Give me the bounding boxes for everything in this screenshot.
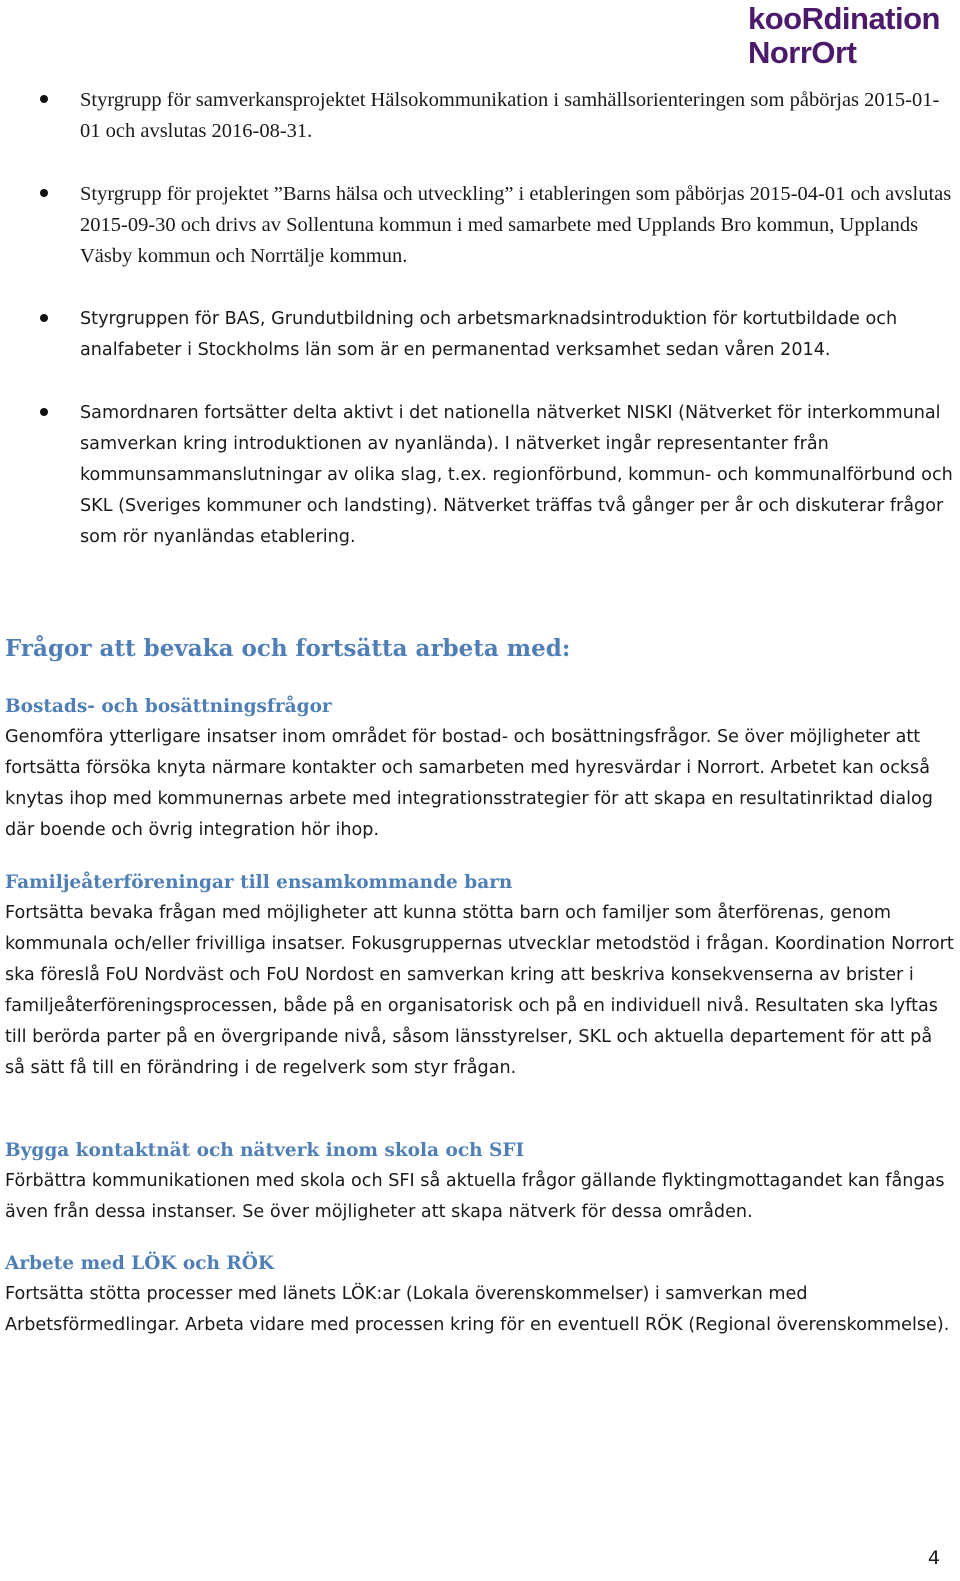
bullet-text: Styrgrupp för samverkansprojektet Hälsokommunikation i samhällsorienteringen som påbörjas 2015-01-01 och avslutas 2016-08-31. [80,89,940,142]
bullet-icon [40,408,48,416]
logo-line-2: NorrOrt [747,35,857,70]
section-body: Genomföra ytterligare insatser inom området för bostad- och bosättningsfrågor. Se över möjligheter att fortsätta försöka knyta närmare kontakter och samarbeten med hyresvärdar i Norrort. Arbetet kan också knytas ihop med kommunernas arbete med integrationsstrategier för att skapa en resultatinriktad dialog där boende och övrig integration hör ihop. [5,727,933,840]
bullet-text: Samordnaren fortsätter delta aktivt i det nationella nätverket NISKI (Nätverket för interkommunal samverkan kring introduktionen av nyanlända). I nätverket ingår representanter från kommunsammanslutningar av olika slag, t.ex. regionförbund, kommun- och kommunalförbund och SKL (Sveriges kommuner och landsting). Nätverket träffas två gånger per år och diskuterar frågor som rör nyanländas etablering. [80,403,953,547]
bullet-icon [40,95,48,103]
page-number: 4 [927,1547,940,1569]
section-lok-rok [5,1248,955,1341]
section-heading: Familjeåterföreningar till ensamkommande barn [5,872,513,893]
section-school-network [5,1135,955,1228]
section-body: Förbättra kommunikationen med skola och SFI så aktuella frågor gällande flyktingmottagandet kan fångas även från dessa instanser. Se över möjligheter att skapa nätverk för dessa områden. [5,1171,945,1222]
section-heading: Bostads- och bosättningsfrågor [5,696,332,717]
list-item [0,85,960,147]
logo [748,2,940,70]
logo-line-1: kooRdination [747,1,940,36]
bullet-text: Styrgrupp för projektet ”Barns hälsa och utveckling” i etableringen som påbörjas 2015-04-01 och avslutas 2015-09-30 och drivs av Sollentuna kommun i med samarbete med Upplands Bro kommun, Upplands Väsby kommun och Norrtälje kommun. [80,183,952,267]
bullet-icon [40,189,48,197]
section-housing [5,691,955,846]
list-item [0,398,960,553]
section-heading: Arbete med LÖK och RÖK [5,1253,274,1274]
list-item [0,179,960,272]
main-heading: Frågor att bevaka och fortsätta arbeta med: [5,635,571,662]
section-heading: Bygga kontaktnät och nätverk inom skola och SFI [5,1140,525,1161]
bullet-icon [40,314,48,322]
section-family-reunification [5,867,955,1084]
list-item [0,304,960,366]
main-section [5,635,955,662]
section-body: Fortsätta stötta processer med länets LÖK:ar (Lokala överenskommelser) i samverkan med Arbetsförmedlingar. Arbeta vidare med processen kring för en eventuell RÖK (Regional överenskommelse). [5,1284,950,1335]
bullet-list [0,85,960,585]
bullet-text: Styrgruppen för BAS, Grundutbildning och arbetsmarknadsintroduktion för kortutbildade och analfabeter i Stockholms län som är en permanentad verksamhet sedan våren 2014. [80,309,898,360]
section-body: Fortsätta bevaka frågan med möjligheter att kunna stötta barn och familjer som återförenas, genom kommunala och/eller frivilliga insatser. Fokusgruppernas utvecklar metodstöd i frågan. Koordination Norrort ska föreslå FoU Nordväst och FoU Nordost en samverkan kring att beskriva konsekvenserna av brister i familjeåterföreningsprocessen, både på en organisatorisk och på en individuell nivå. Resultaten ska lyftas till berörda parter på en övergripande nivå, såsom länsstyrelser, SKL och aktuella departement för att på så sätt få till en förändring i de regelverk som styr frågan. [5,903,954,1078]
